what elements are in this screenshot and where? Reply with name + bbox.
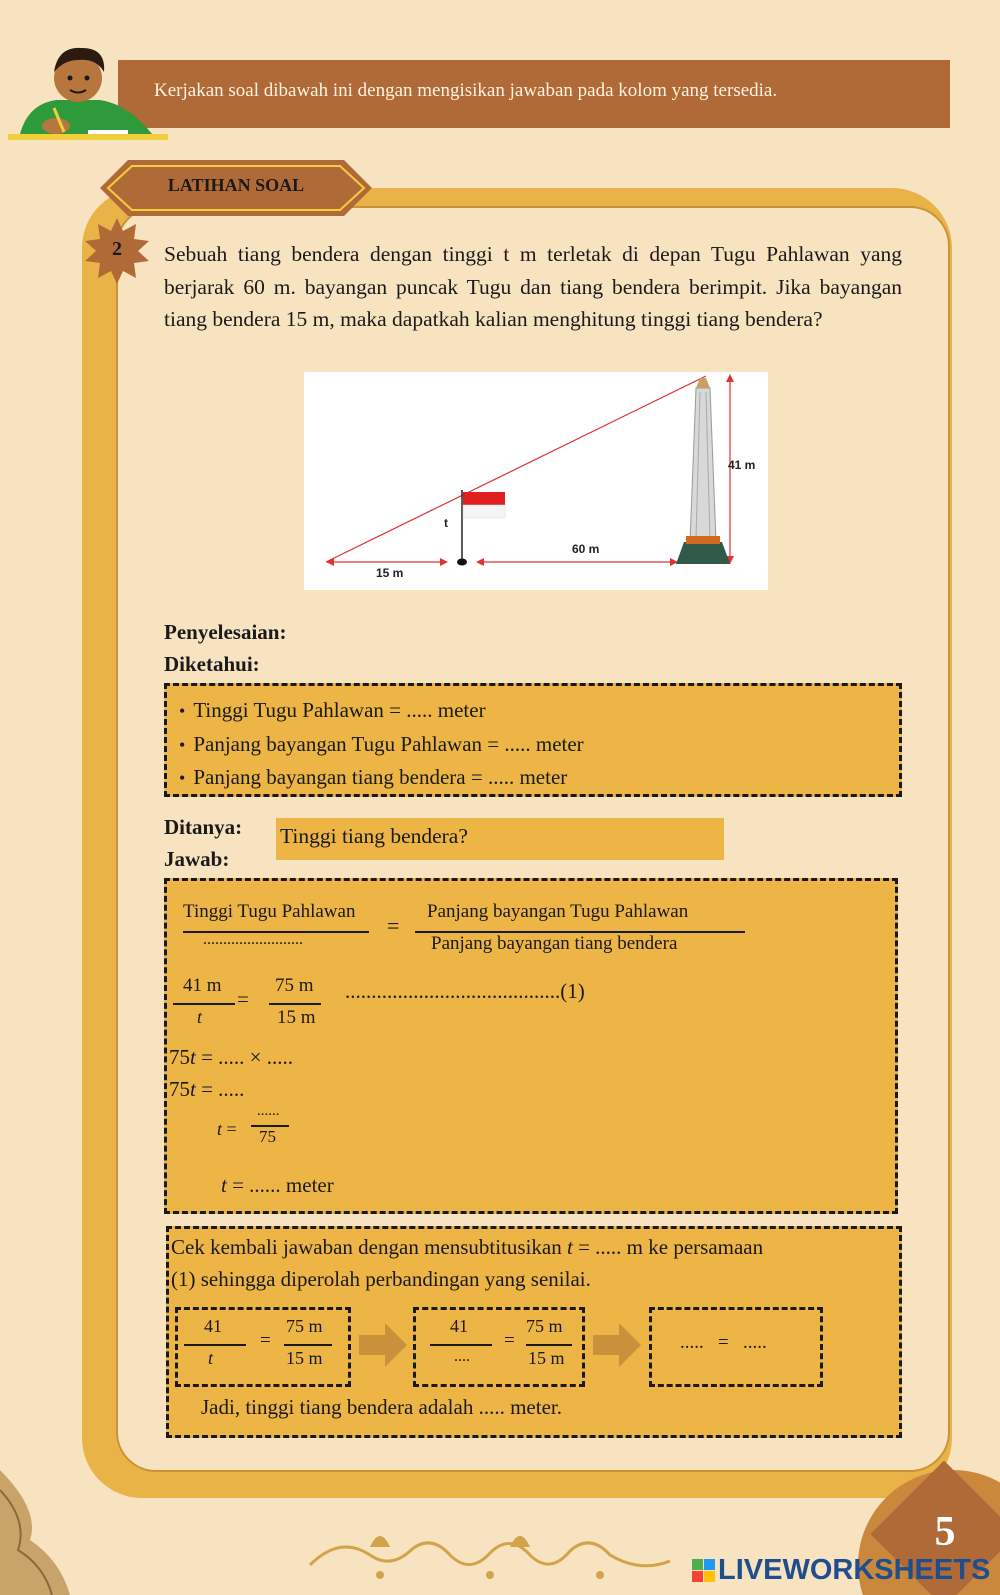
liveworksheets-icon [692,1559,716,1583]
eq1-right-numerator: 75 m [275,975,314,996]
fraction-bar [430,1344,492,1346]
page-number: 5 [934,1509,956,1555]
box1-num-right: 75 m [286,1316,323,1336]
instruction-banner [118,60,950,128]
section-tag [100,160,372,216]
known-heading: Diketahui: [164,652,260,676]
fraction-bar [526,1344,572,1346]
box1-den-right: 15 m [286,1348,323,1368]
section-title: LATIHAN SOAL [167,175,305,195]
box2-equals: = [504,1330,515,1351]
asked-value: Tinggi tiang bendera? [280,824,468,848]
check-step-box-3 [649,1307,823,1387]
box2-den-left: .... [454,1348,470,1365]
asked-field [276,818,724,860]
box1-num-left: 41 [204,1316,222,1336]
question-number: 2 [112,238,122,260]
box2-num-left: 41 [450,1316,468,1336]
eq1-equals: = [237,987,249,1011]
known-item: • Panjang bayangan tiang bendera = ..... meter [195,761,899,795]
fraction-bar [284,1344,332,1346]
eq1-reference: .........................................(1) [345,979,585,1003]
tower-height-label: 41 m [728,458,756,472]
box3-text: ..... = ..... [680,1332,767,1353]
solution-heading: Penyelesaian: [164,620,287,644]
box1-den-left: t [208,1348,214,1368]
answer-heading: Jawab: [164,847,230,871]
check-step-box-2 [413,1307,585,1387]
ratio-left-denominator: ......................... [203,931,303,948]
answer-box [164,878,898,1214]
right-arrow-icon [359,1323,407,1367]
box2-den-right: 15 m [528,1348,565,1368]
step-4: t = ...... meter [221,1173,334,1197]
known-item: • Tinggi Tugu Pahlawan = ..... meter [195,694,899,728]
flag-and-monument-diagram [304,372,768,590]
problem-figure [304,372,768,590]
eq1-right-denominator: 15 m [277,1007,316,1028]
ratio-right-numerator: Panjang bayangan Tugu Pahlawan [427,901,689,922]
box2-num-right: 75 m [526,1316,563,1336]
asked-heading: Ditanya: [164,815,243,839]
check-line-1: Cek kembali jawaban dengan mensubtitusikan t = ..... m ke persamaan [171,1235,764,1259]
shadow-label: 15 m [376,566,404,580]
eq1-left-denominator: t [197,1007,203,1027]
known-box [164,683,902,797]
conclusion-text: Jadi, tinggi tiang bendera adalah ..... meter. [201,1395,562,1419]
liveworksheets-brand: LIVEWORKSHEETS [718,1554,991,1586]
flag-height-label: t [444,516,448,530]
check-line-2: (1) sehingga diperolah perbandingan yang senilai. [171,1267,591,1291]
fraction-bar [269,1003,321,1005]
check-step-box-1 [175,1307,351,1387]
ratio-left-numerator: Tinggi Tugu Pahlawan [183,901,356,922]
step-2: 75t = ..... [169,1077,245,1101]
step-1: 75t = ..... × ..... [169,1045,294,1069]
eq1-left-numerator: 41 m [183,975,222,996]
question-text: Sebuah tiang bendera dengan tinggi t m terletak di depan Tugu Pahlawan yang berjarak 60 m. bayangan puncak Tugu dan tiang bendera berimpit. Jika bayangan tiang bendera 15 m, maka dapatkah kalian menghitung tinggi tiang bendera? [164,242,902,331]
liveworksheets-logo[interactable] [692,1553,992,1589]
fraction-bar [184,1344,246,1346]
box1-equals: = [260,1330,271,1351]
ratio-equals: = [387,913,400,938]
known-item: • Panjang bayangan Tugu Pahlawan = ..... meter [195,728,899,762]
student-writing-illustration [8,38,168,148]
step-3-lhs: t = [217,1119,237,1139]
floral-ornament [300,1525,680,1585]
known-list [167,686,899,795]
instruction-text: Kerjakan soal dibawah ini dengan mengisikan jawaban pada kolom yang tersedia. [154,80,778,101]
check-box [166,1226,902,1438]
right-arrow-icon [593,1323,641,1367]
step-3-denominator: 75 [259,1127,276,1146]
fraction-bar [173,1003,235,1005]
ratio-right-denominator: Panjang bayangan tiang bendera [431,933,678,954]
distance-label: 60 m [572,542,600,556]
step-3-numerator: ...... [257,1103,280,1119]
corner-batik-ornament [0,1470,70,1595]
question-number-badge [84,218,150,284]
